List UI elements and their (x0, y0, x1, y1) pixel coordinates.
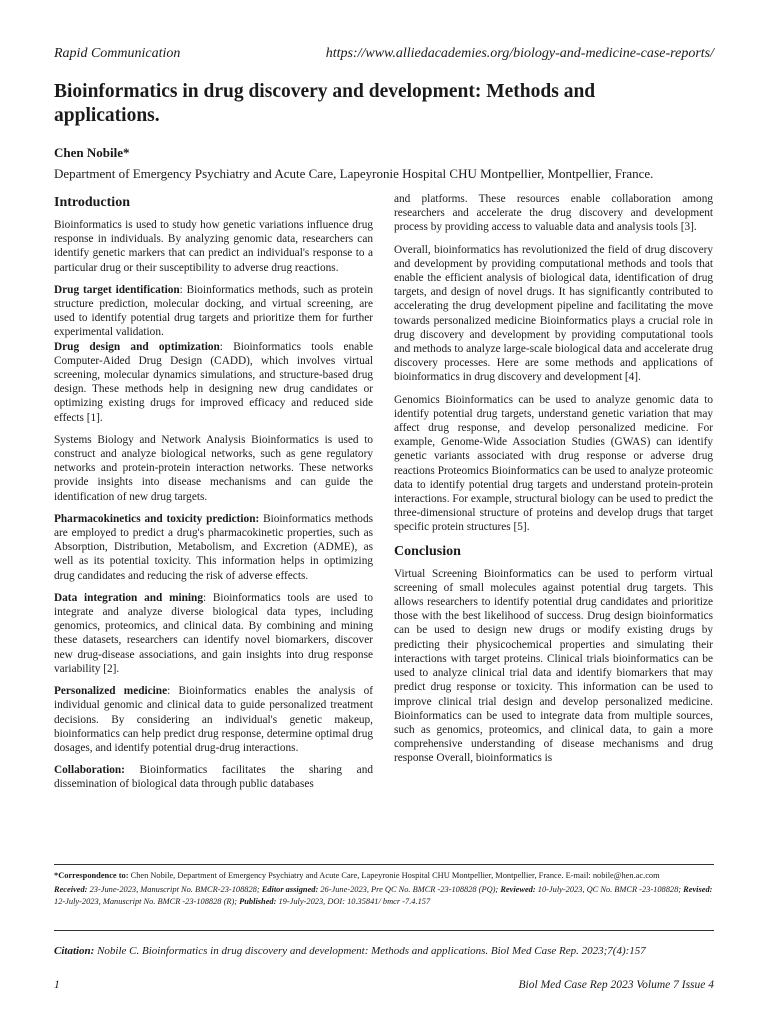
revised-label: Revised: (683, 885, 713, 894)
citation-label: Citation: (54, 945, 95, 957)
left-column (54, 192, 373, 800)
term-personalized-medicine: Personalized medicine (54, 685, 168, 698)
article-type-label: Rapid Communication (54, 46, 181, 61)
correspondence-note (54, 870, 714, 882)
reviewed-label: Reviewed: (500, 885, 536, 894)
journal-url-link[interactable]: https://www.alliedacademies.org/biology-and-medicine-case-reports/ (325, 46, 714, 61)
citation-divider (54, 930, 714, 931)
text-collaboration: Bioinformatics facilitates the sharing and dissemination of biological data through public databases (54, 764, 373, 791)
paragraph-platforms: and platforms. These resources enable collaboration among researchers and accelerate the drug discovery and development process by providing access to valuable data and analysis tools [3]. (394, 193, 713, 234)
article-title: Bioinformatics in drug discovery and development: Methods and applications. (54, 81, 596, 126)
text-drug-target: : Bioinformatics methods, such as protein structure prediction, molecular docking, and virtual screening, are used to identify potential drug targets and prioritize them for further experimental validation. (54, 283, 373, 339)
editor-text: 26-June-2023, Pre QC No. BMCR -23-108828 (PQ); (318, 885, 501, 894)
paragraph-drug-target (54, 283, 373, 340)
received-text: 23-June-2023, Manuscript No. BMCR-23-108828; (87, 885, 262, 894)
term-collaboration: Collaboration: (54, 764, 125, 777)
editor-label: Editor assigned: (261, 885, 319, 894)
term-pharmacokinetics: Pharmacokinetics and toxicity prediction: (54, 512, 260, 525)
paragraph-data-integration (54, 591, 373, 676)
correspondence-text: Chen Nobile, Department of Emergency Psychiatry and Acute Care, Lapeyronie Hospital CHU Montpellier, Montpellier, France. E-mail: nobile@hen.ac.com (128, 871, 660, 880)
published-text: 19-July-2023, DOI: 10.35841/ bmcr -7.4.157 (276, 897, 431, 906)
received-label: Received: (54, 885, 88, 894)
term-data-integration: Data integration and mining (54, 591, 203, 604)
paragraph-collaboration (54, 763, 373, 791)
citation-text: Nobile C. Bioinformatics in drug discovery and development: Methods and applications. Biol Med Case Rep. 2023;7(4):157 (94, 945, 646, 957)
paragraph-genomics: Genomics Bioinformatics can be used to analyze genomic data to identify potential drug targets, understand genetic variation that may affect drug response, and develop personalized medicine. For example, Genome-Wide Association Studies (GWAS) can identify genetic variants associated with drug response or adverse drug reactions Proteomics Bioinformatics can be used to analyze proteomic data to identify potential drug targets and understand protein-protein interactions. For example, structural biology can be used to predict the three-dimensional structure of proteins and develop drugs that target specific protein structures [5]. (394, 393, 713, 534)
text-personalized-medicine: : Bioinformatics enables the analysis of individual genomic and clinical data to guide personalized treatment decisions. By considering an individual's genetic makeup, bioinformatics can help predict drug response, determine optimal drug dosages, and identify potential drug-drug interactions. (54, 685, 373, 754)
paragraph-overall: Overall, bioinformatics has revolutionized the field of drug discovery and development by providing computational methods and tools that enable the efficient analysis of biological data, identification of drug targets, and design of novel drugs. It has significantly contributed to accelerating the drug development pipeline and facilitating the move towards personalized medicine Bioinformatics plays a crucial role in drug discovery and development by providing computational tools and methods to analyze large-scale biological data and accelerate drug discovery processes. Here are some methods and applications of bioinformatics in drug discovery and development [4]. (394, 243, 713, 384)
paragraph-pharmacokinetics (54, 512, 373, 583)
paragraph-drug-design (54, 340, 373, 425)
author-name: Chen Nobile* (54, 145, 130, 160)
footnote-divider (54, 864, 714, 865)
text-data-integration: : Bioinformatics tools are used to integrate and analyze diverse biological data types, including genomics, proteomics, and clinical data. By combining and mining these datasets, researchers can identify novel biomarkers, discover new drug-disease associations, and gain insights into drug response variability [2]. (54, 591, 373, 675)
introduction-heading: Introduction (54, 195, 130, 210)
term-drug-design: Drug design and optimization (54, 340, 220, 353)
conclusion-heading: Conclusion (394, 543, 461, 559)
reviewed-text: 10-July-2023, QC No. BMCR -23-108828; (535, 885, 684, 894)
text-drug-design: : Bioinformatics tools enable Computer-Aided Drug Design (CADD), which involves virtual screening, molecular dynamics simulations, and structure-based drug design. These methods help in designing new drug candidates or optimizing existing drugs for improved efficacy and reduced side effects [1]. (54, 340, 373, 424)
term-drug-target: Drug target identification (54, 283, 180, 296)
revised-text: 12-July-2023, Manuscript No. BMCR -23-108828 (R); (54, 897, 240, 906)
intro-paragraph: Bioinformatics is used to study how genetic variations influence drug response in individuals. By analyzing genomic data, researchers can identify genetic markers that can predict an individual's response to a particular drug or their susceptibility to adverse drug reactions. (54, 219, 373, 274)
paragraph-conclusion: Virtual Screening Bioinformatics can be used to perform virtual screening of small molecules against potential drug targets. This allows researchers to identify potential drug candidates and prioritize those with the best likelihood of success. Drug design bioinformatics can be used to design new drugs or modify existing drugs by predicting their physicochemical properties and simulating their interactions with target proteins. Clinical trials bioinformatics can be used to analyze clinical trial data and identify biomarkers that may predict drug response or toxicity. This information can be used to improve clinical trial design and develop personalized medicine. Bioinformatics can be used to integrate data from multiple sources, such as genomics, proteomics, and clinical data, to gain a more comprehensive understanding of disease mechanisms and drug response Overall, bioinformatics is (394, 567, 713, 765)
text-pharmacokinetics: Bioinformatics methods are employed to predict a drug's pharmacokinetic properties, such as Absorption, Distribution, Metabolism, and Excretion (ADME), as well as its potential toxicity. This information helps in optimizing drug candidates and reducing the risk of adverse effects. (54, 512, 373, 582)
correspondence-label: *Correspondence to: (54, 871, 129, 880)
paragraph-personalized-medicine (54, 684, 373, 755)
citation-line (54, 945, 714, 957)
paragraph-systems-biology: Systems Biology and Network Analysis Bioinformatics is used to construct and analyze biological networks, such as gene regulatory networks and protein-protein interaction networks. These networks provide insights into disease mechanisms and can guide the identification of new drug targets. (54, 433, 373, 503)
manuscript-dates (54, 884, 714, 908)
published-label: Published: (239, 897, 277, 906)
right-column (394, 192, 713, 774)
journal-issue-footer: Biol Med Case Rep 2023 Volume 7 Issue 4 (518, 979, 714, 991)
author-affiliation: Department of Emergency Psychiatry and Acute Care, Lapeyronie Hospital CHU Montpellier, Montpellier, France. (54, 166, 654, 181)
page-number: 1 (54, 979, 60, 991)
